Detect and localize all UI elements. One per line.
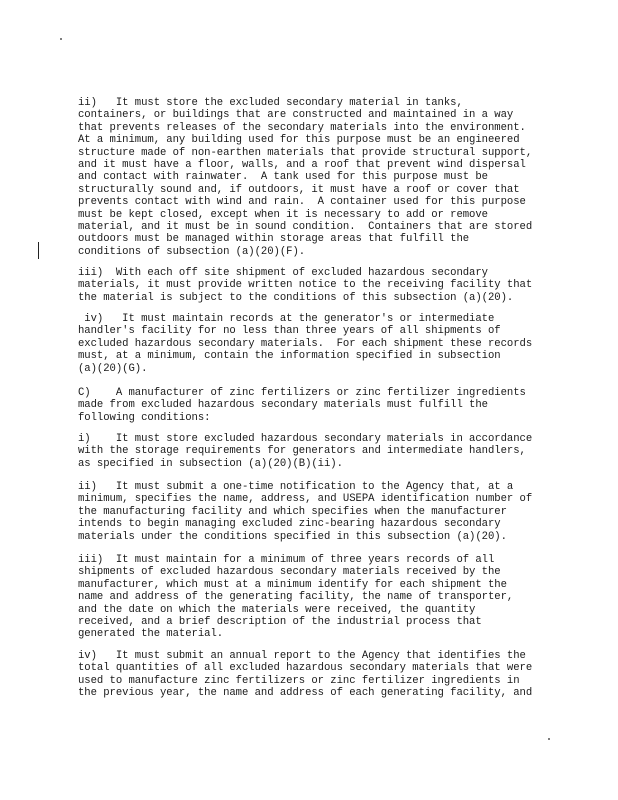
text-line: used to manufacture zinc fertilizers or zinc fertilizer ingredients in xyxy=(78,674,520,687)
paragraph-iv-records xyxy=(78,313,548,375)
text-line: (a)(20)(G). xyxy=(78,362,148,375)
text-line: ii) It must submit a one-time notification to the Agency that, at a xyxy=(78,481,514,493)
text-line: excluded hazardous secondary materials. For each shipment these records xyxy=(78,337,533,350)
text-line: materials, it must provide written notice to the receiving facility that xyxy=(78,279,533,292)
text-line: iii) With each off site shipment of excluded hazardous secondary xyxy=(78,267,488,279)
text-line: outdoors must be managed within storage areas that fulfill the xyxy=(78,233,470,246)
text-line: structurally sound and, if outdoors, it must have a roof or cover that xyxy=(78,183,520,196)
scan-speck xyxy=(60,38,62,40)
paragraph-c-iv-report xyxy=(78,650,548,700)
paragraph-c-manufacturer xyxy=(78,387,548,424)
text-line: name and address of the generating facility, the name of transporter, xyxy=(78,591,514,604)
paragraph-c-i-storage xyxy=(78,433,548,470)
text-line: shipments of excluded hazardous secondary materials received by the xyxy=(78,566,501,579)
text-line: made from excluded hazardous secondary materials must fulfill the xyxy=(78,399,488,412)
scan-speck xyxy=(548,738,550,740)
text-line: that prevents releases of the secondary materials into the environment. xyxy=(78,121,526,134)
text-line: total quantities of all excluded hazardous secondary materials that were xyxy=(78,662,533,675)
text-line: C) A manufacturer of zinc fertilizers or zinc fertilizer ingredients xyxy=(78,387,526,399)
text-line: generated the material. xyxy=(78,628,224,641)
text-line: and it must have a floor, walls, and a roof that prevent wind dispersal xyxy=(78,158,526,171)
text-line: materials under the conditions specified in this subsection (a)(20). xyxy=(78,530,507,543)
text-line: and contact with rainwater. A tank used for this purpose must be xyxy=(78,171,488,184)
text-line: must, at a minimum, contain the information specified in subsection xyxy=(78,350,501,363)
text-line: the manufacturing facility and which specifies when the manufacturer xyxy=(78,505,507,518)
text-line: intends to begin managing excluded zinc-bearing hazardous secondary xyxy=(78,518,501,531)
paragraph-c-iii-records xyxy=(78,554,548,641)
text-line: received, and a brief description of the industrial process that xyxy=(78,615,482,628)
text-line: must be kept closed, except when it is necessary to add or remove xyxy=(78,208,488,221)
paragraph-ii-storage xyxy=(78,97,548,258)
text-line: following conditions: xyxy=(78,411,211,424)
text-line: manufacturer, which must at a minimum identify for each shipment the xyxy=(78,578,507,591)
text-line: At a minimum, any building used for this purpose must be an engineered xyxy=(78,134,520,147)
text-line: the material is subject to the conditions of this subsection (a)(20). xyxy=(78,291,514,304)
text-line: and the date on which the materials were received, the quantity xyxy=(78,603,476,616)
paragraph-c-ii-notification xyxy=(78,481,548,543)
text-line: i) It must store excluded hazardous secondary materials in accordance xyxy=(78,433,533,445)
text-line: material, and it must be in sound condition. Containers that are stored xyxy=(78,220,533,233)
text-line: iv) It must submit an annual report to the Agency that identifies the xyxy=(78,650,526,662)
paragraph-iii-notice xyxy=(78,267,548,304)
text-line: prevents contact with wind and rain. A container used for this purpose xyxy=(78,196,526,209)
revision-bar xyxy=(38,242,39,259)
text-line: minimum, specifies the name, address, and USEPA identification number of xyxy=(78,493,533,506)
text-line: as specified in subsection (a)(20)(B)(ii). xyxy=(78,457,343,470)
text-line: containers, or buildings that are constructed and maintained in a way xyxy=(78,109,514,122)
text-line: with the storage requirements for generators and intermediate handlers, xyxy=(78,445,526,458)
text-line: iii) It must maintain for a minimum of three years records of all xyxy=(78,554,495,566)
text-line: iv) It must maintain records at the generator's or intermediate xyxy=(78,313,495,325)
text-line: ii) It must store the excluded secondary material in tanks, xyxy=(78,97,463,109)
text-line: the previous year, the name and address of each generating facility, and xyxy=(78,687,533,700)
text-line: handler's facility for no less than three years of all shipments of xyxy=(78,325,501,338)
text-line: conditions of subsection (a)(20)(F). xyxy=(78,245,306,258)
text-line: structure made of non-earthen materials that provide structural support, xyxy=(78,146,533,159)
